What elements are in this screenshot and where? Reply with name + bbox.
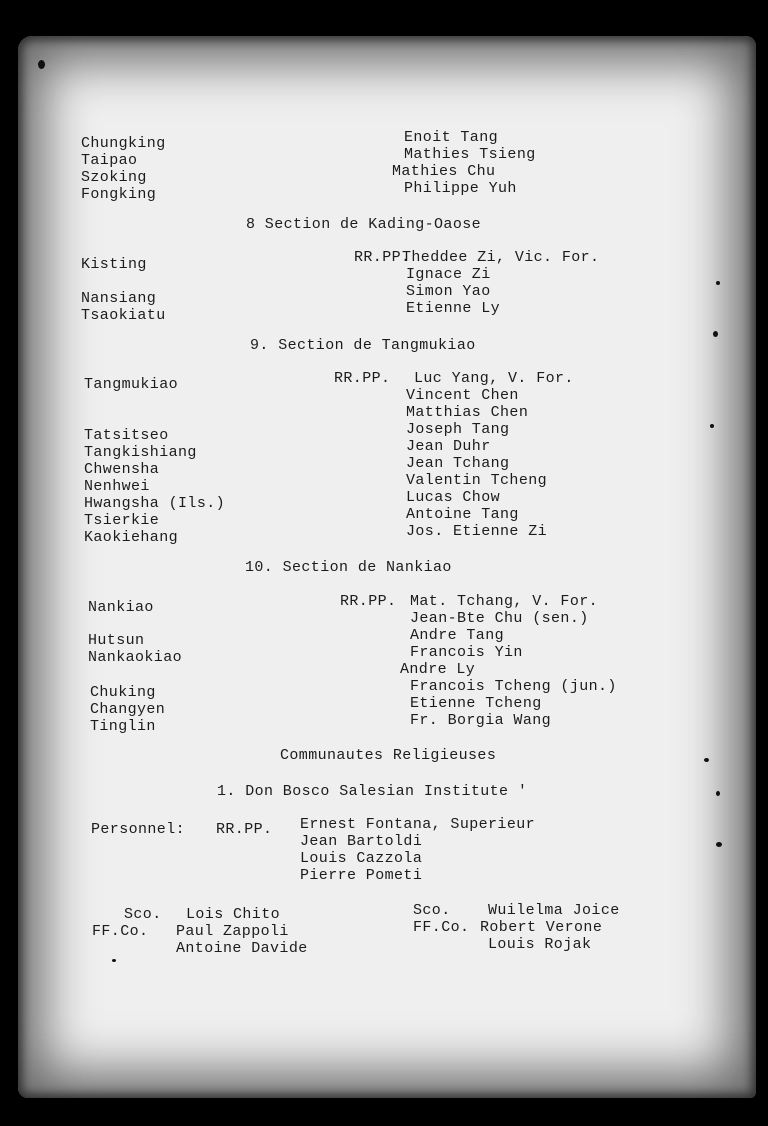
place-list: [81, 135, 166, 203]
place-name: Hutsun: [88, 632, 145, 649]
person-name: Joseph Tang: [406, 421, 510, 438]
role-label: Sco.: [413, 902, 451, 919]
place-name: Tangmukiao: [84, 376, 179, 393]
place-name: Tangkishiang: [84, 444, 197, 461]
person-name: Paul Zappoli: [176, 923, 289, 940]
name-list: [406, 370, 574, 540]
person-name: Theddee Zi, Vic. For.: [402, 249, 600, 266]
place-name: Kaokiehang: [84, 529, 179, 546]
person-name: Mathies Chu: [392, 163, 496, 180]
person-name: Fr. Borgia Wang: [410, 712, 552, 729]
name-list: [400, 593, 617, 729]
scan-speck: [704, 758, 709, 762]
person-name: Vincent Chen: [406, 387, 519, 404]
person-name: Philippe Yuh: [404, 180, 517, 197]
clergy-prefix: RR.PP.: [216, 821, 273, 838]
person-name: Mat. Tchang, V. For.: [410, 593, 599, 610]
place-name: Taipao: [81, 152, 138, 169]
person-name: Jean Duhr: [406, 438, 491, 455]
person-name: Jos. Etienne Zi: [406, 523, 548, 540]
scan-speck: [716, 791, 720, 796]
name-list: [176, 906, 308, 957]
section-heading: 8 Section de Kading-Oaose: [246, 216, 482, 233]
place-name: Nansiang: [81, 290, 157, 307]
person-name: Antoine Tang: [406, 506, 519, 523]
name-list: [300, 816, 535, 884]
place-name: Tatsitseo: [84, 427, 169, 444]
clergy-prefix: RR.PP.: [340, 593, 397, 610]
place-list: [84, 427, 225, 546]
place-name: Kisting: [81, 256, 147, 273]
place-name: Szoking: [81, 169, 147, 186]
place-list: [88, 632, 182, 666]
person-name: Luc Yang, V. For.: [414, 370, 574, 387]
place-name: Nenhwei: [84, 478, 150, 495]
place-list: [81, 290, 166, 324]
person-name: Etienne Ly: [406, 300, 501, 317]
place-name: Chungking: [81, 135, 166, 152]
clergy-prefix: RR.PP.: [354, 249, 411, 266]
name-list: [480, 902, 620, 953]
scan-speck: [38, 60, 45, 69]
section-heading: 9. Section de Tangmukiao: [250, 337, 476, 354]
person-name: Matthias Chen: [406, 404, 529, 421]
person-name: Jean-Bte Chu (sen.): [410, 610, 589, 627]
place-name: Fongking: [81, 186, 157, 203]
person-name: Etienne Tcheng: [410, 695, 542, 712]
section-heading: 10. Section de Nankiao: [245, 559, 452, 576]
person-name: Francois Tcheng (jun.): [410, 678, 617, 695]
place-name: Tsaokiatu: [81, 307, 166, 324]
place-list: [88, 599, 154, 616]
clergy-prefix: RR.PP.: [334, 370, 391, 387]
person-name: Francois Yin: [410, 644, 523, 661]
place-list: [84, 376, 178, 393]
personnel-label: Personnel:: [91, 821, 186, 838]
person-name: Mathies Tsieng: [404, 146, 536, 163]
name-list: [402, 249, 600, 317]
place-list: [90, 684, 165, 735]
subsection-heading: 1. Don Bosco Salesian Institute ': [217, 783, 528, 800]
role-label: FF.Co.: [92, 923, 149, 940]
person-name: Ernest Fontana, Superieur: [300, 816, 536, 833]
section-heading: Communautes Religieuses: [280, 747, 497, 764]
person-name: Valentin Tcheng: [406, 472, 548, 489]
place-name: Tinglin: [90, 718, 156, 735]
scan-speck: [713, 331, 718, 337]
person-name: Louis Rojak: [488, 936, 592, 953]
place-name: Changyen: [90, 701, 166, 718]
person-name: Louis Cazzola: [300, 850, 423, 867]
place-name: Hwangsha (Ils.): [84, 495, 226, 512]
scan-speck: [716, 281, 720, 285]
role-label: Sco.: [124, 906, 162, 923]
name-list: [392, 129, 536, 197]
scan-speck: [710, 424, 714, 428]
place-name: Nankiao: [88, 599, 154, 616]
place-name: Chwensha: [84, 461, 160, 478]
person-name: Andre Tang: [410, 627, 505, 644]
person-name: Wuilelma Joice: [488, 902, 620, 919]
person-name: Ignace Zi: [406, 266, 491, 283]
place-list: [81, 256, 147, 273]
document-page: [18, 36, 756, 1098]
person-name: Lucas Chow: [406, 489, 501, 506]
place-name: Chuking: [90, 684, 156, 701]
person-name: Antoine Davide: [176, 940, 308, 957]
person-name: Lois Chito: [186, 906, 281, 923]
person-name: Pierre Pometi: [300, 867, 423, 884]
scan-speck: [112, 959, 116, 962]
place-name: Tsierkie: [84, 512, 160, 529]
person-name: Jean Bartoldi: [300, 833, 423, 850]
scan-speck: [716, 842, 722, 847]
person-name: Simon Yao: [406, 283, 491, 300]
person-name: Robert Verone: [480, 919, 603, 936]
person-name: Jean Tchang: [406, 455, 510, 472]
person-name: Andre Ly: [400, 661, 476, 678]
place-name: Nankaokiao: [88, 649, 183, 666]
person-name: Enoit Tang: [404, 129, 499, 146]
role-label: FF.Co.: [413, 919, 470, 936]
